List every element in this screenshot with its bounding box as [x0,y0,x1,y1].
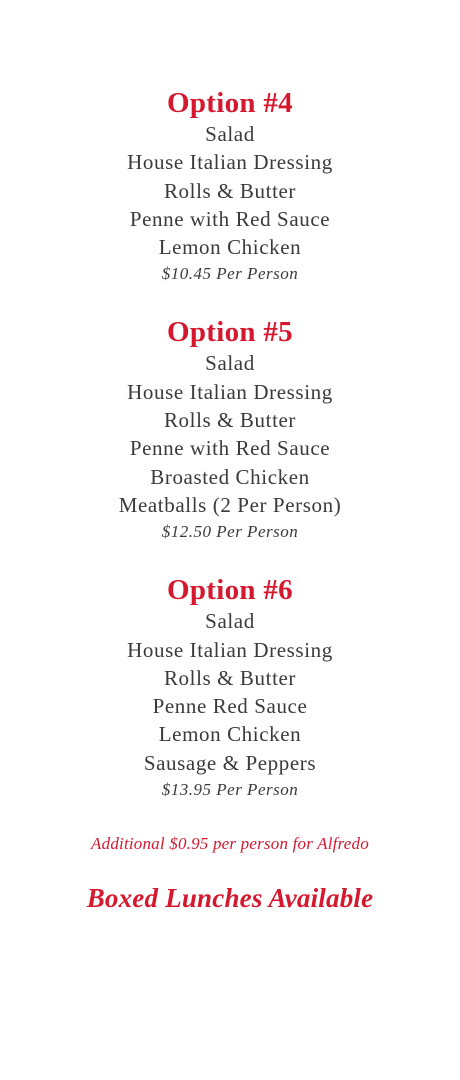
menu-item: House Italian Dressing [127,379,333,404]
menu-item: Rolls & Butter [163,665,297,690]
menu-item: Penne with Red Sauce [129,436,331,461]
menu-item: House Italian Dressing [127,150,333,175]
menu-item: Rolls & Butter [163,408,297,433]
menu-item: House Italian Dressing [127,637,333,662]
option-6 [0,573,460,803]
menu-item: Salad [205,609,255,634]
option-price: $13.95 Per Person [161,780,299,800]
option-price: $10.45 Per Person [161,264,299,284]
option-4 [0,86,460,287]
option-5 [0,315,460,545]
menu-item: Salad [205,351,255,376]
option-title: Option #6 [167,574,293,607]
menu-item: Broasted Chicken [150,464,310,489]
menu-item: Lemon Chicken [158,722,302,747]
menu-item: Penne Red Sauce [152,694,308,719]
option-title: Option #4 [167,87,293,119]
menu-item: Meatballs (2 Per Person) [118,492,342,517]
boxed-lunches-heading: Boxed Lunches Available [86,883,374,914]
option-price: $12.50 Per Person [161,522,299,542]
catering-menu [0,86,460,915]
alfredo-note: Additional $0.95 per person for Alfredo [91,834,369,854]
menu-item: Rolls & Butter [163,178,297,203]
menu-item: Penne with Red Sauce [129,206,331,231]
menu-item: Sausage & Peppers [143,750,317,775]
menu-item: Salad [205,122,255,146]
menu-item: Lemon Chicken [158,235,302,260]
option-title: Option #5 [167,316,293,349]
